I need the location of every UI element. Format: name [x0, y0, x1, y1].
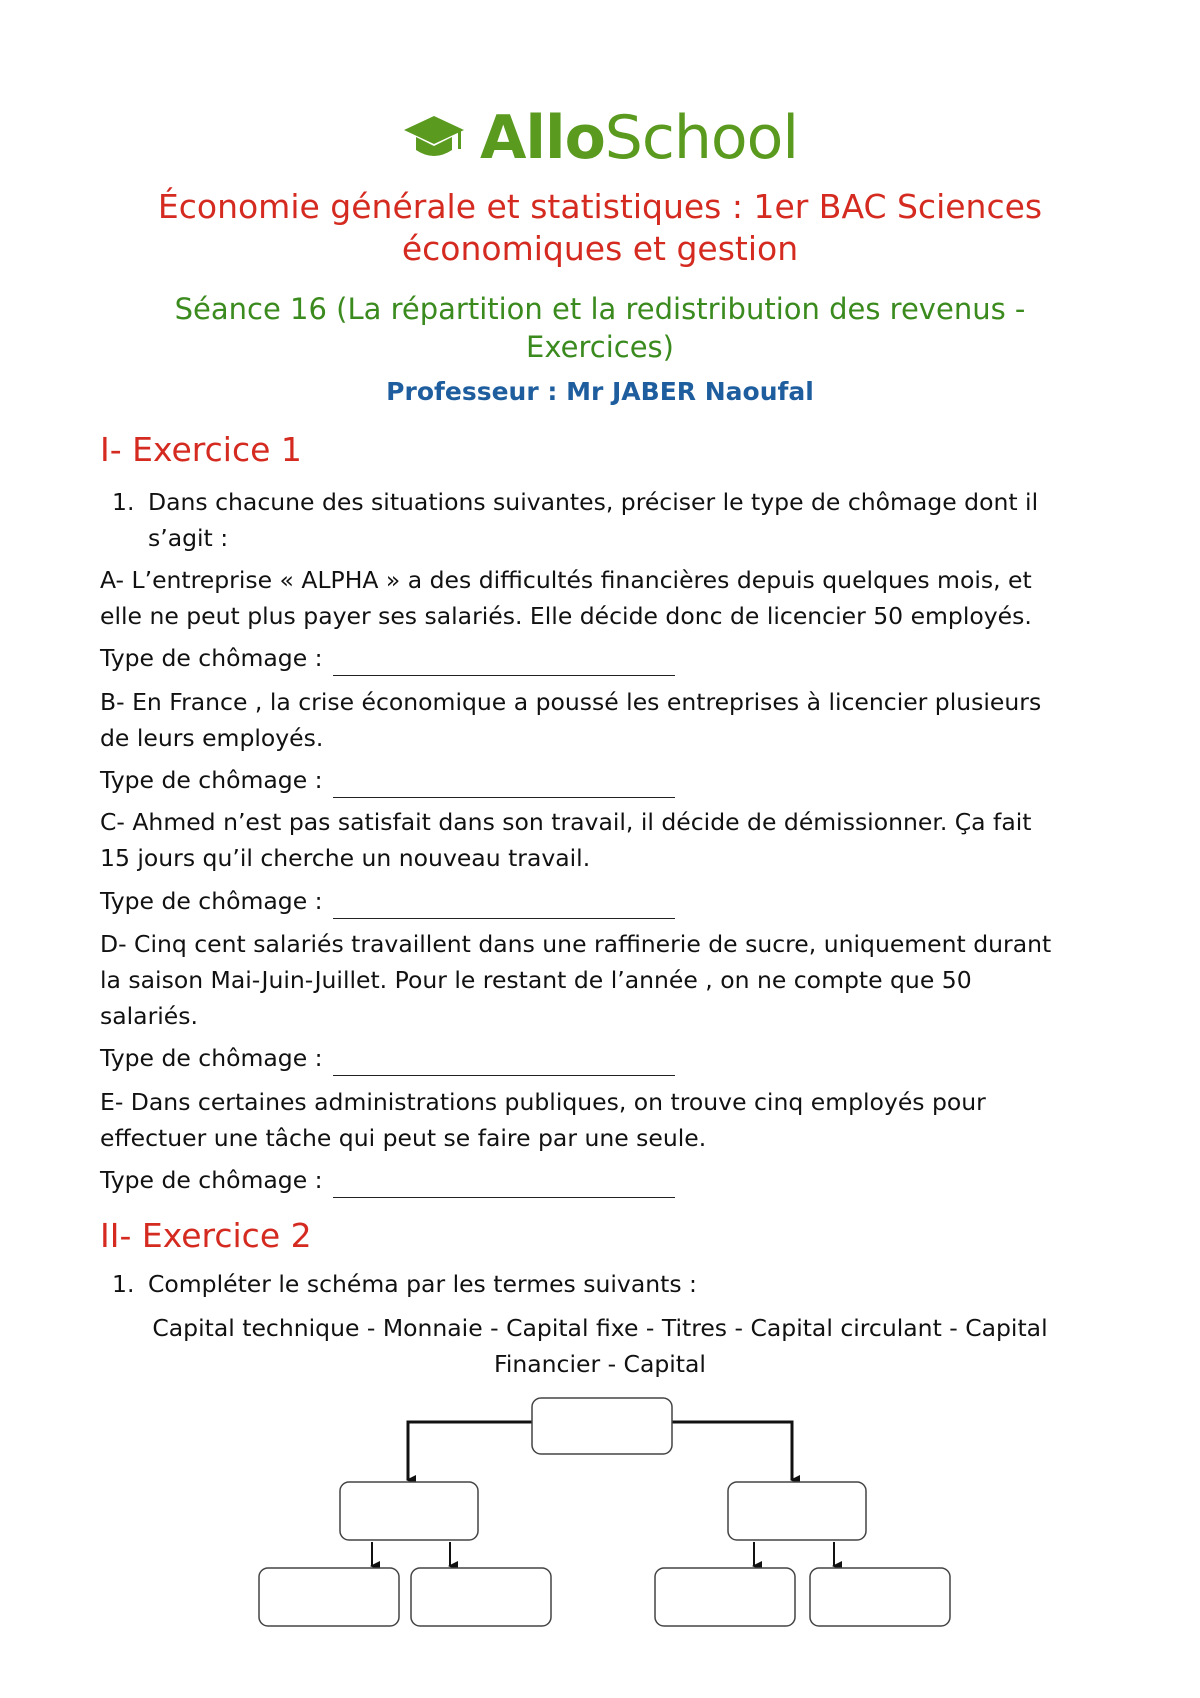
diagram-box-left-2[interactable] [411, 1568, 551, 1626]
case-line: elle ne peut plus payer ses salariés. Elle décide donc de licencier 50 employés. [100, 602, 1032, 630]
case-line: A- L’entreprise « ALPHA » a des difficultés financières depuis quelques mois, et [100, 566, 1032, 594]
connector-arrow [670, 1422, 792, 1480]
terms-line-1: Capital technique - Monnaie - Capital fixe - Titres - Capital circulant - Capital [152, 1314, 1048, 1342]
case-line: C- Ahmed n’est pas satisfait dans son travail, il décide de démissionner. Ça fait [100, 808, 1032, 836]
answer-label: Type de chômage : [100, 644, 323, 672]
diagram-box-right[interactable] [728, 1482, 866, 1540]
diagram-box-left-1[interactable] [259, 1568, 399, 1626]
terms-line-2: Financier - Capital [494, 1350, 706, 1378]
case-line: 15 jours qu’il cherche un nouveau travail. [100, 844, 591, 872]
question-number: 1. [112, 1270, 135, 1298]
exercise-2-heading: II- Exercice 2 [100, 1216, 312, 1255]
answer-label: Type de chômage : [100, 766, 323, 794]
connector-arrow [408, 1422, 532, 1480]
answer-label: Type de chômage : [100, 1044, 323, 1072]
case-line: E- Dans certaines administrations publiques, on trouve cinq employés pour [100, 1088, 986, 1116]
answer-label: Type de chômage : [100, 887, 323, 915]
case-line: D- Cinq cent salariés travaillent dans une raffinerie de sucre, uniquement durant [100, 930, 1052, 958]
case-line: B- En France , la crise économique a poussé les entreprises à licencier plusieurs [100, 688, 1042, 716]
question-line-2: s’agit : [148, 524, 229, 552]
exercise-1-heading: I- Exercice 1 [100, 430, 302, 469]
professor-name: Professeur : Mr JABER Naoufal [386, 377, 814, 406]
diagram-box-right-2[interactable] [810, 1568, 950, 1626]
case-line: salariés. [100, 1002, 198, 1030]
diagram-box-root[interactable] [532, 1398, 672, 1454]
subtitle-line-2: Exercices) [526, 330, 674, 364]
title-line-1: Économie générale et statistiques : 1er BAC Sciences [157, 187, 1043, 226]
diagram-box-left[interactable] [340, 1482, 478, 1540]
diagram-box-right-1[interactable] [655, 1568, 795, 1626]
case-line: la saison Mai-Juin-Juillet. Pour le restant de l’année , on ne compte que 50 [100, 966, 972, 994]
case-line: de leurs employés. [100, 724, 324, 752]
logo-text-regular: School [604, 103, 798, 173]
answer-label: Type de chômage : [100, 1166, 323, 1194]
question-number: 1. [112, 488, 135, 516]
question-text: Compléter le schéma par les termes suivants : [148, 1270, 697, 1298]
question-line-1: Dans chacune des situations suivantes, préciser le type de chômage dont il [148, 488, 1039, 516]
title-line-2: économiques et gestion [401, 229, 799, 268]
case-line: effectuer une tâche qui peut se faire par une seule. [100, 1124, 707, 1152]
subtitle-line-1: Séance 16 (La répartition et la redistribution des revenus - [174, 292, 1026, 326]
logo-text-bold: Allo [480, 103, 605, 173]
